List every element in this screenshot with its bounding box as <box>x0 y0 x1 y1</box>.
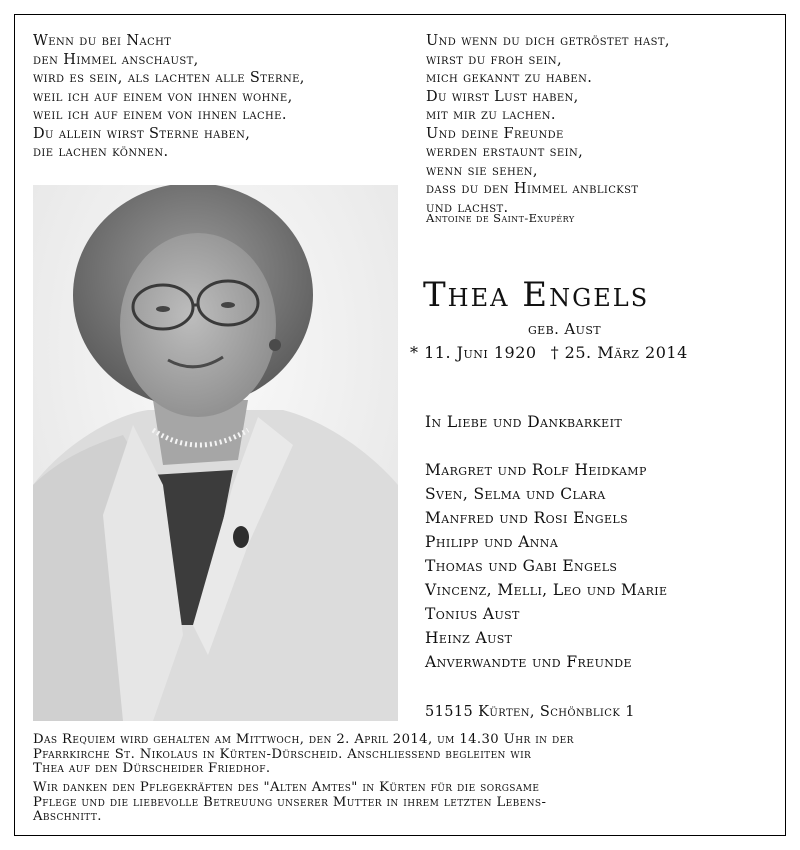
requiem-line: Das Requiem wird gehalten am Mittwoch, den 2. April 2014, um 14.30 Uhr in der <box>33 732 574 747</box>
poem-line: den Himmel anschaust, <box>33 51 199 68</box>
poem-line: wird es sein, als lachten alle Sterne, <box>33 70 305 86</box>
thanks-notice <box>33 781 773 825</box>
poem-line: mich gekannt zu haben. <box>426 70 593 86</box>
address: 51515 Kürten, Schönblick 1 <box>425 704 635 720</box>
thanks-line: Wir danken den Pflegekräften des "Alten Amtes" in Kürten für die sorgsame <box>33 780 540 795</box>
mourner-entry: Tonius Aust <box>425 605 520 623</box>
mourner-entry: Heinz Aust <box>425 629 513 647</box>
poem-line: und lachst. <box>426 199 509 216</box>
dedication: In Liebe und Dankbarkeit <box>425 413 623 431</box>
poem-line: wirst du froh sein, <box>426 51 562 68</box>
portrait-photo-icon <box>33 185 398 721</box>
death-date: † 25. März 2014 <box>550 343 688 362</box>
poem-line: werden erstaunt sein, <box>426 144 584 160</box>
poem-line: weil ich auf einem von ihnen wohne, <box>33 88 293 105</box>
mourner-entry: Philipp und Anna <box>425 533 559 551</box>
mourner-entry: Vincenz, Melli, Leo und Marie <box>425 581 668 599</box>
mourner-entry: Thomas und Gabi Engels <box>425 557 618 575</box>
poem-left-column <box>33 32 305 162</box>
mourner-entry: Manfred und Rosi Engels <box>425 509 629 527</box>
poem-right-column <box>426 32 670 217</box>
poem-line: Und wenn du dich getröstet hast, <box>426 33 670 49</box>
poem-line: wenn sie sehen, <box>426 162 538 179</box>
mourner-entry: Sven, Selma und Clara <box>425 485 606 503</box>
requiem-notice <box>33 733 773 777</box>
thanks-line: Pflege und die liebevolle Betreuung unserer Mutter in ihrem letzten Lebens- <box>33 794 547 810</box>
poem-line: Du allein wirst Sterne haben, <box>33 125 251 142</box>
birth-date: * 11. Juni 1920 <box>410 343 537 362</box>
poem-line: Und deine Freunde <box>426 125 564 142</box>
poem-line: Du wirst Lust haben, <box>426 88 579 105</box>
poem-line: Wenn du bei Nacht <box>33 33 172 49</box>
mourner-entry: Margret und Rolf Heidkamp <box>425 461 647 479</box>
maiden-name: geb. Aust <box>528 320 602 338</box>
portrait-illustration <box>33 185 398 721</box>
requiem-line: Thea auf den Dürscheider Friedhof. <box>33 761 271 776</box>
poem-line: mit mir zu lachen. <box>426 107 556 123</box>
requiem-line: Pfarrkirche St. Nikolaus in Kürten-Dürscheid. Anschliessend begleiten wir <box>33 746 532 762</box>
mourners-list <box>425 458 667 674</box>
poem-line: weil ich auf einem von ihnen lache. <box>33 107 287 123</box>
poem-line: die lachen können. <box>33 144 169 160</box>
mourner-entry: Anverwandte und Freunde <box>425 653 632 671</box>
thanks-line: Abschnitt. <box>33 809 102 824</box>
poem-author: Antoine de Saint-Exupéry <box>426 211 575 225</box>
deceased-name: Thea Engels <box>423 275 650 315</box>
life-dates <box>410 343 688 362</box>
poem-line: dass du den Himmel anblickst <box>426 181 639 197</box>
